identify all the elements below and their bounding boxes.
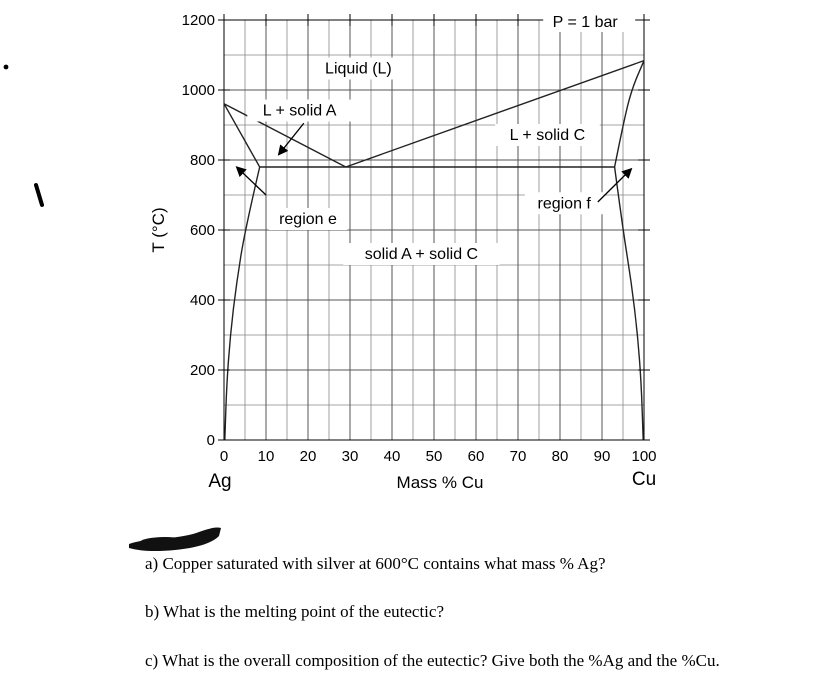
x-tick-label: 0 <box>219 448 229 465</box>
y-tick-label: 0 <box>206 432 215 449</box>
x-tick-label: 30 <box>341 448 359 465</box>
y-tick-label: 200 <box>189 362 215 379</box>
x-axis-label: Mass % Cu <box>396 473 484 492</box>
y-tick-label: 400 <box>189 292 215 309</box>
y-axis-label: T (°C) <box>149 207 168 253</box>
x-tick-label: 60 <box>467 448 485 465</box>
x-tick-label: 70 <box>509 448 527 465</box>
component-left-label: Ag <box>208 471 232 492</box>
y-tick-label: 600 <box>189 222 215 239</box>
annotations <box>247 10 635 265</box>
annotation-label: region f <box>537 195 591 213</box>
x-tick-label: 80 <box>551 448 569 465</box>
y-tick-label: 1200 <box>181 12 215 29</box>
x-tick-label: 90 <box>593 448 611 465</box>
annotation-label: Liquid (L) <box>325 60 392 78</box>
y-tick-label: 800 <box>189 152 215 169</box>
x-tick-label: 20 <box>299 448 317 465</box>
x-tick-label: 40 <box>383 448 401 465</box>
phase-boundary-solvus-right <box>615 167 644 440</box>
x-tick-label: 50 <box>425 448 443 465</box>
phase-boundary-solidus-right <box>615 61 644 167</box>
annotation-label: solid A + solid C <box>364 246 479 263</box>
annotation-label: L + solid A <box>262 102 337 120</box>
annotation-label: region e <box>279 211 337 228</box>
axis-ticks <box>182 12 657 465</box>
phase-boundary-solvus-left <box>225 167 260 440</box>
margin-marks <box>0 0 140 560</box>
question-c: c) What is the overall composition of the eutectic? Give both the %Ag and the %Cu. <box>145 651 720 670</box>
arrow-region-f <box>598 169 632 202</box>
question-a: a) Copper saturated with silver at 600°C contains what mass % Ag? <box>145 554 606 573</box>
annotation-label: L + solid C <box>509 127 586 144</box>
arrow-l-solid-a <box>279 123 304 155</box>
redaction-mark <box>125 522 225 556</box>
x-tick-label: 100 <box>631 448 657 465</box>
y-tick-label: 1000 <box>181 82 215 99</box>
margin-stroke <box>36 185 42 205</box>
x-tick-label: 10 <box>257 448 275 465</box>
pressure-label: P = 1 bar <box>552 14 618 31</box>
margin-dot <box>4 65 9 70</box>
arrow-region-e <box>237 167 266 195</box>
question-b: b) What is the melting point of the eutectic? <box>145 602 444 621</box>
component-right-label: Cu <box>631 469 657 490</box>
